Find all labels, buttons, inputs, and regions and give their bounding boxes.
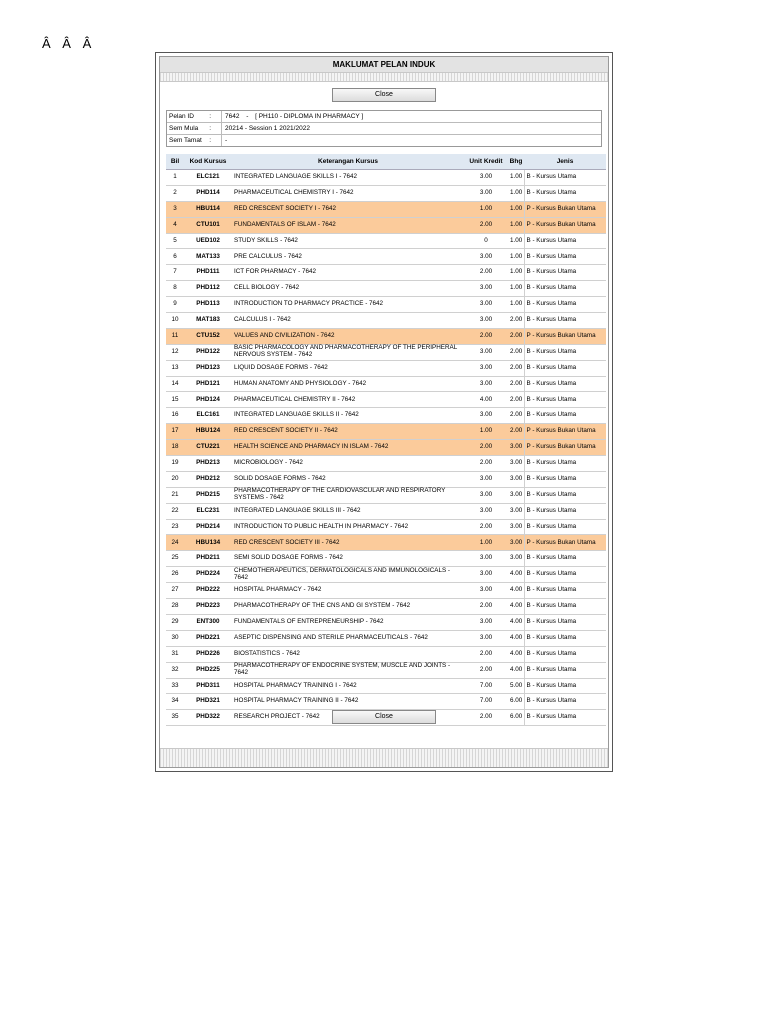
cell-unit-kredit: 0 [464, 233, 508, 249]
cell-keterangan: CALCULUS I - 7642 [232, 313, 464, 329]
cell-jenis: B - Kursus Utama [524, 519, 606, 535]
cell-jenis: B - Kursus Utama [524, 392, 606, 408]
cell-jenis: B - Kursus Utama [524, 694, 606, 710]
table-row [166, 646, 606, 662]
cell-unit-kredit: 3.00 [464, 630, 508, 646]
cell-bhg: 5.00 [508, 678, 524, 694]
cell-unit-kredit: 3.00 [464, 281, 508, 297]
cell-kod-kursus: HBU134 [184, 535, 232, 551]
cell-unit-kredit: 3.00 [464, 614, 508, 630]
header-jenis: Jenis [524, 154, 606, 170]
cell-kod-kursus: ELC121 [184, 170, 232, 186]
cell-bil: 10 [166, 313, 184, 329]
cell-bil: 1 [166, 170, 184, 186]
cell-bhg: 1.00 [508, 265, 524, 281]
cell-unit-kredit: 3.00 [464, 487, 508, 503]
cell-bhg: 2.00 [508, 313, 524, 329]
cell-bhg: 3.00 [508, 471, 524, 487]
cell-keterangan: INTEGRATED LANGUAGE SKILLS II - 7642 [232, 408, 464, 424]
cell-unit-kredit: 2.00 [464, 519, 508, 535]
cell-bil: 29 [166, 614, 184, 630]
table-row [166, 376, 606, 392]
cell-keterangan: INTEGRATED LANGUAGE SKILLS I - 7642 [232, 170, 464, 186]
cell-bil: 6 [166, 249, 184, 265]
cell-bhg: 2.00 [508, 344, 524, 360]
cell-keterangan: HUMAN ANATOMY AND PHYSIOLOGY - 7642 [232, 376, 464, 392]
cell-kod-kursus: PHD215 [184, 487, 232, 503]
cell-keterangan: CHEMOTHERAPEUTICS, DERMATOLOGICALS AND IMMUNOLOGICALS - 7642 [232, 567, 464, 583]
table-header-row [166, 154, 606, 170]
cell-kod-kursus: PHD111 [184, 265, 232, 281]
cell-unit-kredit: 3.00 [464, 297, 508, 313]
table-row [166, 408, 606, 424]
dialog-body [159, 56, 609, 768]
table-row [166, 662, 606, 678]
table-row [166, 185, 606, 201]
sem-mula-row [167, 123, 601, 135]
cell-bil: 35 [166, 710, 184, 726]
cell-bhg: 1.00 [508, 185, 524, 201]
cell-keterangan: RED CRESCENT SOCIETY III - 7642 [232, 535, 464, 551]
plan-info-box [166, 110, 602, 147]
pelan-separator: - [246, 113, 249, 120]
table-row [166, 217, 606, 233]
cell-unit-kredit: 2.00 [464, 662, 508, 678]
title-divider [160, 73, 608, 82]
cell-kod-kursus: PHD223 [184, 599, 232, 615]
pelan-id-value: 7642 [225, 113, 240, 120]
cell-keterangan: BASIC PHARMACOLOGY AND PHARMACOTHERAPY OF THE PERIPHERAL NERVOUS SYSTEM - 7642 [232, 344, 464, 360]
cell-keterangan: MICROBIOLOGY - 7642 [232, 456, 464, 472]
table-row [166, 328, 606, 344]
cell-bhg: 4.00 [508, 646, 524, 662]
cell-bhg: 6.00 [508, 710, 524, 726]
cell-jenis: B - Kursus Utama [524, 662, 606, 678]
cell-bhg: 1.00 [508, 297, 524, 313]
header-unit-kredit: Unit Kredit [464, 154, 508, 170]
header-kod-kursus: Kod Kursus [184, 154, 232, 170]
cell-jenis: B - Kursus Utama [524, 297, 606, 313]
table-row [166, 551, 606, 567]
cell-unit-kredit: 3.00 [464, 551, 508, 567]
sem-tamat-value: - [225, 137, 228, 144]
cell-kod-kursus: PHD224 [184, 567, 232, 583]
cell-unit-kredit: 2.00 [464, 710, 508, 726]
cell-bil: 32 [166, 662, 184, 678]
cell-bil: 31 [166, 646, 184, 662]
cell-bhg: 4.00 [508, 567, 524, 583]
bottom-button-bar [160, 710, 608, 724]
cell-bhg: 3.00 [508, 487, 524, 503]
cell-bhg: 3.00 [508, 503, 524, 519]
table-row [166, 583, 606, 599]
cell-bhg: 3.00 [508, 440, 524, 456]
cell-jenis: B - Kursus Utama [524, 344, 606, 360]
cell-kod-kursus: PHD112 [184, 281, 232, 297]
cell-kod-kursus: CTU101 [184, 217, 232, 233]
cell-unit-kredit: 1.00 [464, 535, 508, 551]
table-row [166, 456, 606, 472]
colon: : [209, 113, 211, 120]
cell-bhg: 2.00 [508, 424, 524, 440]
cell-kod-kursus: PHD213 [184, 456, 232, 472]
cell-jenis: B - Kursus Utama [524, 551, 606, 567]
cell-keterangan: PHARMACEUTICAL CHEMISTRY I - 7642 [232, 185, 464, 201]
cell-bhg: 2.00 [508, 360, 524, 376]
header-bil: Bil [166, 154, 184, 170]
cell-bil: 13 [166, 360, 184, 376]
cell-keterangan: PRE CALCULUS - 7642 [232, 249, 464, 265]
cell-bhg: 1.00 [508, 217, 524, 233]
cell-unit-kredit: 3.00 [464, 408, 508, 424]
cell-unit-kredit: 7.00 [464, 678, 508, 694]
program-name: [ PH110 - DIPLOMA IN PHARMACY ] [255, 113, 364, 120]
cell-bil: 3 [166, 201, 184, 217]
cell-keterangan: HOSPITAL PHARMACY TRAINING I - 7642 [232, 678, 464, 694]
cell-jenis: B - Kursus Utama [524, 376, 606, 392]
top-glyphs: Â Â Â [42, 36, 96, 51]
cell-keterangan: PHARMACOTHERAPY OF THE CNS AND GI SYSTEM - 7642 [232, 599, 464, 615]
table-row [166, 233, 606, 249]
colon: : [209, 137, 211, 144]
table-row [166, 614, 606, 630]
cell-bhg: 4.00 [508, 662, 524, 678]
cell-kod-kursus: PHD214 [184, 519, 232, 535]
cell-keterangan: SOLID DOSAGE FORMS - 7642 [232, 471, 464, 487]
table-row [166, 535, 606, 551]
cell-kod-kursus: UED102 [184, 233, 232, 249]
cell-bhg: 3.00 [508, 456, 524, 472]
cell-kod-kursus: HBU114 [184, 201, 232, 217]
cell-bhg: 3.00 [508, 551, 524, 567]
cell-jenis: B - Kursus Utama [524, 313, 606, 329]
cell-unit-kredit: 3.00 [464, 185, 508, 201]
cell-bil: 24 [166, 535, 184, 551]
cell-bhg: 4.00 [508, 599, 524, 615]
cell-jenis: B - Kursus Utama [524, 456, 606, 472]
table-row [166, 344, 606, 360]
cell-keterangan: CELL BIOLOGY - 7642 [232, 281, 464, 297]
cell-jenis: P - Kursus Bukan Utama [524, 328, 606, 344]
cell-keterangan: RED CRESCENT SOCIETY I - 7642 [232, 201, 464, 217]
cell-jenis: B - Kursus Utama [524, 360, 606, 376]
cell-keterangan: INTRODUCTION TO PUBLIC HEALTH IN PHARMACY - 7642 [232, 519, 464, 535]
cell-unit-kredit: 3.00 [464, 567, 508, 583]
cell-jenis: B - Kursus Utama [524, 503, 606, 519]
cell-unit-kredit: 2.00 [464, 646, 508, 662]
cell-kod-kursus: ELC161 [184, 408, 232, 424]
sem-tamat-label: Sem Tamat [169, 137, 202, 144]
cell-jenis: B - Kursus Utama [524, 678, 606, 694]
cell-bil: 11 [166, 328, 184, 344]
cell-bil: 33 [166, 678, 184, 694]
cell-kod-kursus: PHD122 [184, 344, 232, 360]
table-row [166, 440, 606, 456]
cell-kod-kursus: PHD221 [184, 630, 232, 646]
table-row [166, 281, 606, 297]
cell-bil: 4 [166, 217, 184, 233]
cell-keterangan: RESEARCH PROJECT - 7642 [232, 710, 464, 726]
cell-unit-kredit: 2.00 [464, 217, 508, 233]
cell-keterangan: BIOSTATISTICS - 7642 [232, 646, 464, 662]
cell-kod-kursus: PHD225 [184, 662, 232, 678]
table-row [166, 313, 606, 329]
table-row [166, 471, 606, 487]
cell-bil: 28 [166, 599, 184, 615]
course-table-body [166, 170, 606, 726]
cell-unit-kredit: 3.00 [464, 503, 508, 519]
cell-jenis: B - Kursus Utama [524, 583, 606, 599]
cell-jenis: B - Kursus Utama [524, 233, 606, 249]
cell-jenis: B - Kursus Utama [524, 185, 606, 201]
cell-jenis: B - Kursus Utama [524, 646, 606, 662]
cell-unit-kredit: 3.00 [464, 583, 508, 599]
cell-bhg: 2.00 [508, 376, 524, 392]
cell-keterangan: HEALTH SCIENCE AND PHARMACY IN ISLAM - 7642 [232, 440, 464, 456]
cell-jenis: P - Kursus Bukan Utama [524, 201, 606, 217]
cell-keterangan: ICT FOR PHARMACY - 7642 [232, 265, 464, 281]
dialog-footer [160, 748, 608, 767]
cell-unit-kredit: 3.00 [464, 360, 508, 376]
cell-jenis: B - Kursus Utama [524, 599, 606, 615]
table-row [166, 265, 606, 281]
table-row [166, 249, 606, 265]
cell-bil: 34 [166, 694, 184, 710]
cell-kod-kursus: ELC231 [184, 503, 232, 519]
cell-bhg: 4.00 [508, 583, 524, 599]
table-row [166, 424, 606, 440]
cell-bil: 8 [166, 281, 184, 297]
cell-bhg: 6.00 [508, 694, 524, 710]
cell-bil: 9 [166, 297, 184, 313]
cell-kod-kursus: PHD226 [184, 646, 232, 662]
cell-bil: 12 [166, 344, 184, 360]
cell-bhg: 2.00 [508, 408, 524, 424]
cell-kod-kursus: PHD211 [184, 551, 232, 567]
table-row [166, 201, 606, 217]
cell-kod-kursus: PHD212 [184, 471, 232, 487]
cell-jenis: B - Kursus Utama [524, 471, 606, 487]
colon: : [209, 125, 211, 132]
cell-jenis: B - Kursus Utama [524, 281, 606, 297]
cell-kod-kursus: PHD311 [184, 678, 232, 694]
cell-keterangan: STUDY SKILLS - 7642 [232, 233, 464, 249]
cell-bil: 14 [166, 376, 184, 392]
cell-keterangan: FUNDAMENTALS OF ISLAM - 7642 [232, 217, 464, 233]
cell-bil: 26 [166, 567, 184, 583]
header-keterangan-kursus: Keterangan Kursus [232, 154, 464, 170]
course-table [166, 154, 606, 726]
table-row [166, 360, 606, 376]
cell-bil: 2 [166, 185, 184, 201]
cell-kod-kursus: CTU221 [184, 440, 232, 456]
cell-jenis: P - Kursus Bukan Utama [524, 424, 606, 440]
cell-bhg: 1.00 [508, 249, 524, 265]
sem-mula-value: 20214 - Session 1 2021/2022 [225, 125, 310, 132]
sem-tamat-row [167, 135, 601, 146]
pelan-id-row [167, 111, 601, 123]
cell-jenis: P - Kursus Bukan Utama [524, 440, 606, 456]
cell-bil: 23 [166, 519, 184, 535]
cell-keterangan: PHARMACOTHERAPY OF ENDOCRINE SYSTEM, MUSCLE AND JOINTS - 7642 [232, 662, 464, 678]
cell-bil: 15 [166, 392, 184, 408]
cell-jenis: P - Kursus Bukan Utama [524, 535, 606, 551]
cell-unit-kredit: 3.00 [464, 344, 508, 360]
close-button-bottom[interactable]: Close [332, 710, 436, 724]
dialog-title: MAKLUMAT PELAN INDUK [160, 57, 608, 73]
cell-jenis: B - Kursus Utama [524, 710, 606, 726]
cell-bhg: 3.00 [508, 519, 524, 535]
cell-unit-kredit: 3.00 [464, 376, 508, 392]
cell-bil: 25 [166, 551, 184, 567]
cell-unit-kredit: 3.00 [464, 170, 508, 186]
cell-unit-kredit: 3.00 [464, 249, 508, 265]
table-row [166, 567, 606, 583]
cell-bil: 30 [166, 630, 184, 646]
cell-unit-kredit: 2.00 [464, 265, 508, 281]
cell-kod-kursus: MAT133 [184, 249, 232, 265]
cell-bhg: 1.00 [508, 201, 524, 217]
sem-mula-label: Sem Mula [169, 125, 199, 132]
cell-unit-kredit: 2.00 [464, 440, 508, 456]
cell-keterangan: SEMI SOLID DOSAGE FORMS - 7642 [232, 551, 464, 567]
cell-unit-kredit: 1.00 [464, 201, 508, 217]
header-bhg: Bhg [508, 154, 524, 170]
cell-kod-kursus: PHD121 [184, 376, 232, 392]
cell-jenis: B - Kursus Utama [524, 487, 606, 503]
cell-unit-kredit: 2.00 [464, 599, 508, 615]
cell-bil: 27 [166, 583, 184, 599]
table-row [166, 599, 606, 615]
cell-keterangan: ASEPTIC DISPENSING AND STERILE PHARMACEUTICALS - 7642 [232, 630, 464, 646]
cell-unit-kredit: 2.00 [464, 328, 508, 344]
cell-kod-kursus: PHD114 [184, 185, 232, 201]
cell-kod-kursus: MAT183 [184, 313, 232, 329]
cell-bil: 22 [166, 503, 184, 519]
cell-keterangan: INTEGRATED LANGUAGE SKILLS III - 7642 [232, 503, 464, 519]
cell-kod-kursus: PHD321 [184, 694, 232, 710]
cell-bil: 18 [166, 440, 184, 456]
cell-kod-kursus: ENT300 [184, 614, 232, 630]
cell-keterangan: PHARMACOTHERAPY OF THE CARDIOVASCULAR AND RESPIRATORY SYSTEMS - 7642 [232, 487, 464, 503]
cell-keterangan: INTRODUCTION TO PHARMACY PRACTICE - 7642 [232, 297, 464, 313]
cell-keterangan: LIQUID DOSAGE FORMS - 7642 [232, 360, 464, 376]
cell-bil: 21 [166, 487, 184, 503]
table-row [166, 170, 606, 186]
cell-keterangan: RED CRESCENT SOCIETY II - 7642 [232, 424, 464, 440]
cell-bil: 7 [166, 265, 184, 281]
cell-keterangan: FUNDAMENTALS OF ENTREPRENEURSHIP - 7642 [232, 614, 464, 630]
cell-kod-kursus: PHD222 [184, 583, 232, 599]
cell-kod-kursus: CTU152 [184, 328, 232, 344]
cell-unit-kredit: 3.00 [464, 471, 508, 487]
cell-bil: 17 [166, 424, 184, 440]
cell-kod-kursus: HBU124 [184, 424, 232, 440]
cell-keterangan: PHARMACEUTICAL CHEMISTRY II - 7642 [232, 392, 464, 408]
cell-unit-kredit: 2.00 [464, 456, 508, 472]
cell-unit-kredit: 3.00 [464, 313, 508, 329]
cell-bhg: 2.00 [508, 392, 524, 408]
pelan-id-label: Pelan ID [169, 113, 194, 120]
cell-kod-kursus: PHD113 [184, 297, 232, 313]
close-button-top[interactable]: Close [332, 88, 436, 102]
cell-jenis: B - Kursus Utama [524, 614, 606, 630]
cell-bhg: 3.00 [508, 535, 524, 551]
cell-jenis: B - Kursus Utama [524, 408, 606, 424]
cell-bil: 19 [166, 456, 184, 472]
cell-jenis: P - Kursus Bukan Utama [524, 217, 606, 233]
cell-bhg: 2.00 [508, 328, 524, 344]
cell-jenis: B - Kursus Utama [524, 265, 606, 281]
table-row [166, 392, 606, 408]
table-row [166, 678, 606, 694]
cell-bhg: 1.00 [508, 170, 524, 186]
cell-bil: 20 [166, 471, 184, 487]
cell-kod-kursus: PHD123 [184, 360, 232, 376]
cell-kod-kursus: PHD124 [184, 392, 232, 408]
cell-jenis: B - Kursus Utama [524, 630, 606, 646]
cell-bil: 5 [166, 233, 184, 249]
cell-unit-kredit: 7.00 [464, 694, 508, 710]
table-row [166, 487, 606, 503]
cell-kod-kursus: PHD322 [184, 710, 232, 726]
cell-bhg: 1.00 [508, 233, 524, 249]
table-row [166, 630, 606, 646]
cell-keterangan: HOSPITAL PHARMACY - 7642 [232, 583, 464, 599]
cell-unit-kredit: 4.00 [464, 392, 508, 408]
cell-jenis: B - Kursus Utama [524, 567, 606, 583]
cell-bil: 16 [166, 408, 184, 424]
cell-bhg: 1.00 [508, 281, 524, 297]
cell-jenis: B - Kursus Utama [524, 170, 606, 186]
table-row [166, 503, 606, 519]
table-row [166, 297, 606, 313]
table-row [166, 519, 606, 535]
cell-keterangan: HOSPITAL PHARMACY TRAINING II - 7642 [232, 694, 464, 710]
cell-unit-kredit: 1.00 [464, 424, 508, 440]
cell-jenis: B - Kursus Utama [524, 249, 606, 265]
cell-bhg: 4.00 [508, 614, 524, 630]
table-row [166, 694, 606, 710]
cell-keterangan: VALUES AND CIVILIZATION - 7642 [232, 328, 464, 344]
cell-bhg: 4.00 [508, 630, 524, 646]
plan-dialog [155, 52, 613, 772]
